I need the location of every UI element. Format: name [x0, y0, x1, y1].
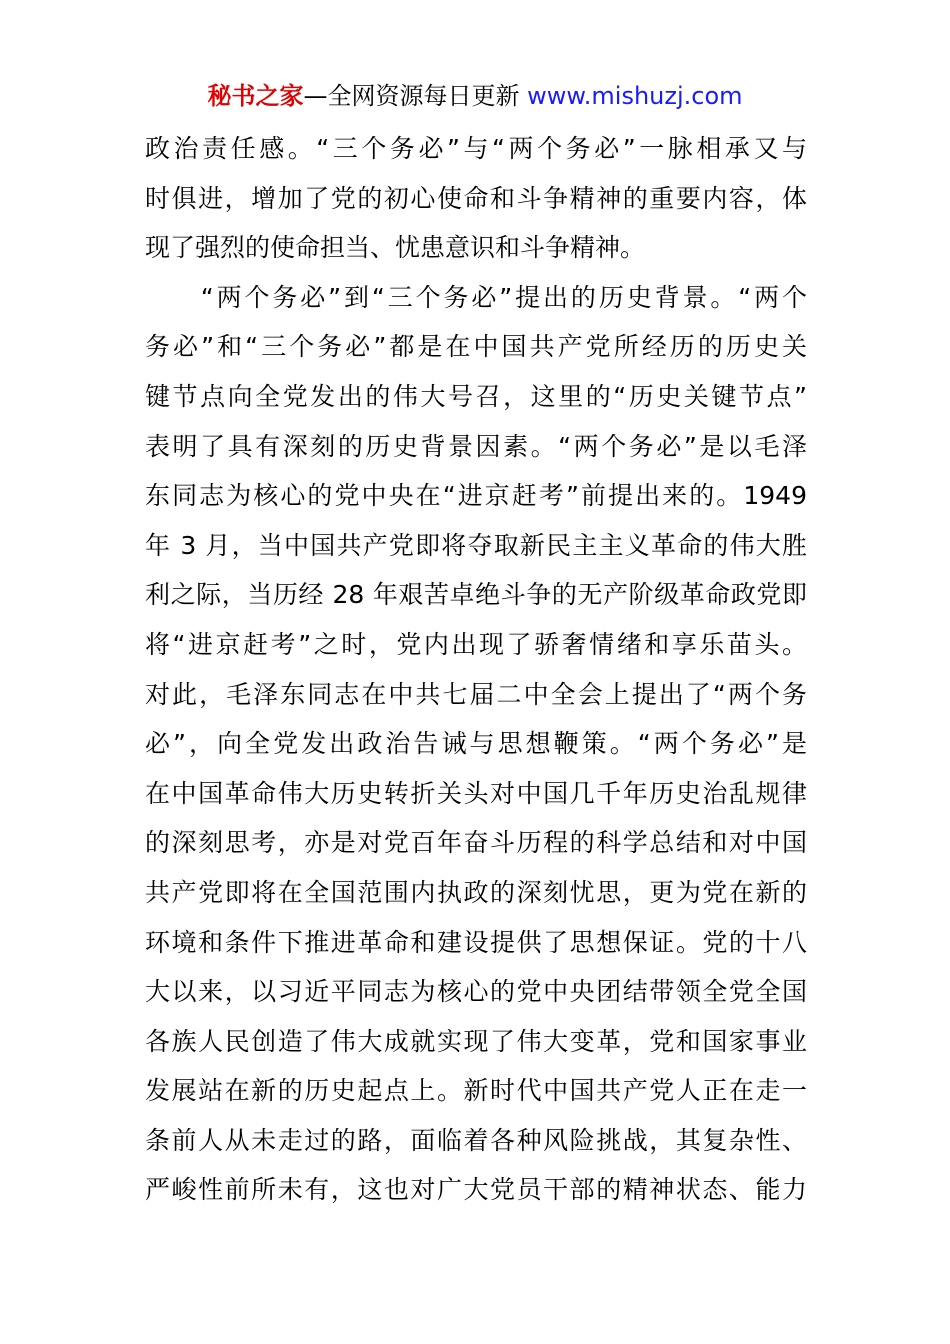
text-line: 时俱进，增加了党的初心使命和斗争精神的重要内容，体	[145, 183, 807, 213]
text-line: 对此，毛泽东同志在中共七届二中全会上提出了“两个务	[145, 679, 807, 709]
site-url-link[interactable]: www.mishuzj.com	[527, 82, 743, 110]
text-line: 表明了具有深刻的历史背景因素。“两个务必”是以毛泽	[145, 431, 807, 461]
text-line: 环境和条件下推进革命和建设提供了思想保证。党的十八	[145, 927, 807, 957]
text-line: 共产党即将在全国范围内执政的深刻忧思，更为党在新的	[145, 877, 807, 907]
text-line: “两个务必”到“三个务必”提出的历史背景。“两个	[145, 282, 807, 312]
site-header	[0, 80, 950, 112]
text-line: 各族人民创造了伟大成就实现了伟大变革，党和国家事业	[145, 1026, 807, 1056]
text-line: 务必”和“三个务必”都是在中国共产党所经历的历史关	[145, 332, 807, 362]
text-line: 现了强烈的使命担当、忧患意识和斗争精神。	[145, 233, 646, 263]
text-line: 严峻性前所未有，这也对广大党员干部的精神状态、能力	[145, 1175, 807, 1205]
text-line: 年 3 月，当中国共产党即将夺取新民主主义革命的伟大胜	[145, 530, 807, 560]
text-line: 利之际，当历经 28 年艰苦卓绝斗争的无产阶级革命政党即	[145, 580, 807, 610]
site-brand: 秘书之家	[207, 82, 304, 110]
text-line: 的深刻思考，亦是对党百年奋斗历程的科学总结和对中国	[145, 828, 807, 858]
text-line: 东同志为核心的党中央在“进京赶考”前提出来的。1949	[145, 481, 807, 511]
text-line: 政治责任感。“三个务必”与“两个务必”一脉相承又与	[145, 134, 807, 163]
text-line: 必”，向全党发出政治告诫与思想鞭策。“两个务必”是	[145, 729, 807, 759]
document-body	[145, 124, 807, 1215]
site-tagline: —全网资源每日更新	[303, 82, 528, 110]
text-line: 发展站在新的历史起点上。新时代中国共产党人正在走一	[145, 1076, 807, 1106]
text-line: 将“进京赶考”之时，党内出现了骄奢情绪和享乐苗头。	[145, 629, 807, 659]
text-line: 键节点向全党发出的伟大号召，这里的“历史关键节点”	[145, 381, 807, 411]
text-line: 条前人从未走过的路，面临着各种风险挑战，其复杂性、	[145, 1125, 807, 1155]
text-line: 大以来，以习近平同志为核心的党中央团结带领全党全国	[145, 977, 807, 1007]
text-line: 在中国革命伟大历史转折关头对中国几千年历史治乱规律	[145, 778, 807, 808]
